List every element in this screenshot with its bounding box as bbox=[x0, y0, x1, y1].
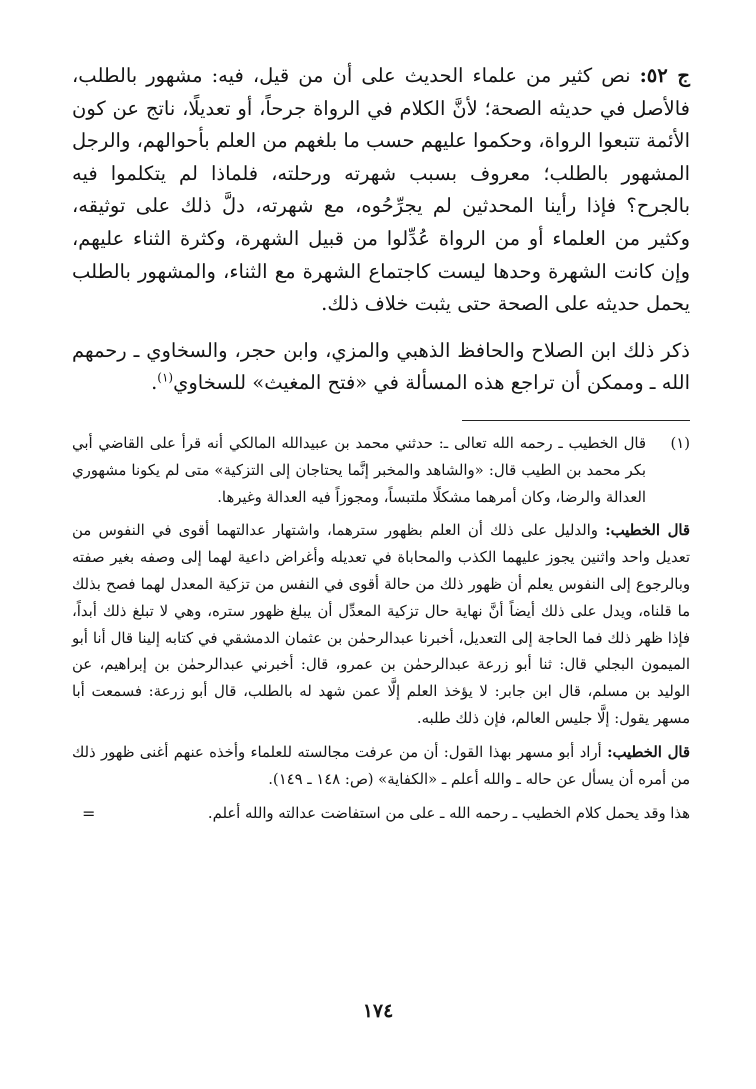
page-content bbox=[72, 60, 690, 1060]
footnote-number: (١) bbox=[670, 434, 690, 452]
footnote-para-3-text: أراد أبو مسهر بهذا القول: أن من عرفت مجالسته للعلماء وأخذه عنهم أغنى ظهور ذلك من أمره أن يسأل عن حاله ـ والله أعلم ـ «الكفاية» (ص: ١٤٨ ـ ١٤٩). bbox=[72, 743, 690, 788]
answer-text: نص كثير من علماء الحديث على أن من قيل، فيه: مشهور بالطلب، فالأصل في حديثه الصحة؛ لأنَّ الكلام في الرواة جرحاً، أو تعديلًا، ناتج عن كون الأئمة تتبعوا الرواة، وحكموا عليهم حسب ما بلغهم من العلم بأحوالهم، والرجل المشهور بالطلب؛ معروف بسبب شهرته ورحلته، فلماذا لم يتكلموا فيه بالجرح؟ فإذا رأينا المحدثين لم يجرِّحُوه، مع شهرته، دلَّ ذلك على توثيقه، وكثير من العلماء أو من الرواة عُدِّلوا من قبيل الشهرة، وكثرة الثناء عليهم، وإن كانت الشهرة وحدها ليست كاجتماع الشهرة مع الثناء، والمشهور بالطلب يحمل حديثه على الصحة حتى يثبت خلاف ذلك. bbox=[72, 64, 690, 316]
footnote-para-4 bbox=[72, 801, 690, 828]
footnote-para-2 bbox=[72, 518, 690, 732]
continuation-mark: = bbox=[82, 804, 96, 824]
footnote-para-2-text: والدليل على ذلك أن العلم بظهور سترهما، واشتهار عدالتهما أقوى في النفوس من تعديل واحد واثنين يجوز عليهما الكذب والمحاباة في تعديله وأغراض داعية لهما إلى وصفه بغير صفته وبالرجوع إلى النفوس يعلم أن ظهور ذلك من حالة أقوى في النفس من تزكية المعدل لهما فصح بذلك ما قلناه، ويدل على ذلك أيضاً أنَّ نهاية حال تزكية المعدِّل أن يبلغ ظهور ستره، وهي لا تبلغ ذلك أبداً، فإذا ظهر ذلك فما الحاجة إلى التعديل، أخبرنا عبدالرحمٰن بن عثمان الدمشقي في كتابه إلينا قال أنا أبو الميمون البجلي قال: ثنا أبو زرعة عبدالرحمٰن بن عمرو، قال: أخبرني عبدالرحمٰن بن إبراهيم، عن الوليد بن مسلم، قال ابن جابر: لا يؤخذ العلم إلَّا عمن شهد له بالطلب، قال أبو زرعة: فسمعت أبا مسهر يقول: إلَّا جليس العالم، فإن ذلك طلبه. bbox=[72, 522, 690, 727]
footnote-para-3 bbox=[72, 740, 690, 794]
khatib-label-2: قال الخطيب: bbox=[607, 743, 691, 761]
khatib-label-1: قال الخطيب: bbox=[605, 522, 690, 540]
question-label: ج ٥٢: bbox=[639, 64, 690, 87]
footnote-1 bbox=[72, 431, 690, 511]
footnotes bbox=[72, 431, 690, 828]
footnote-separator bbox=[462, 420, 690, 421]
reference-paragraph bbox=[72, 335, 690, 400]
page-number: ١٧٤ bbox=[362, 1000, 394, 1022]
reference-text: ذكر ذلك ابن الصلاح والحافظ الذهبي والمزي، وابن حجر، والسخاوي ـ رحمهم الله ـ وممكن أن تراجع هذه المسألة في «فتح المغيث» للسخاوي bbox=[72, 338, 690, 395]
main-text bbox=[72, 60, 690, 400]
answer-paragraph bbox=[72, 60, 690, 321]
footnote-1-text: قال الخطيب ـ رحمه الله تعالى ـ: حدثني محمد بن عبيدالله المالكي أنه قرأ على القاضي أبي بكر محمد بن الطيب قال: «والشاهد والمخبر إنَّما يحتاجان إلى التزكية» متى لم يكونا مشهوري العدالة والرضا، وكان أمرهما مشكلًا ملتبساً، ومجوزاً فيه العدالة وغيرها. bbox=[72, 434, 646, 506]
reference-end: . bbox=[151, 371, 158, 395]
footnote-para-4-text: هذا وقد يحمل كلام الخطيب ـ رحمه الله ـ على من استفاضت عدالته والله أعلم. bbox=[207, 805, 690, 823]
footnote-ref-1[interactable]: (١) bbox=[157, 370, 174, 385]
